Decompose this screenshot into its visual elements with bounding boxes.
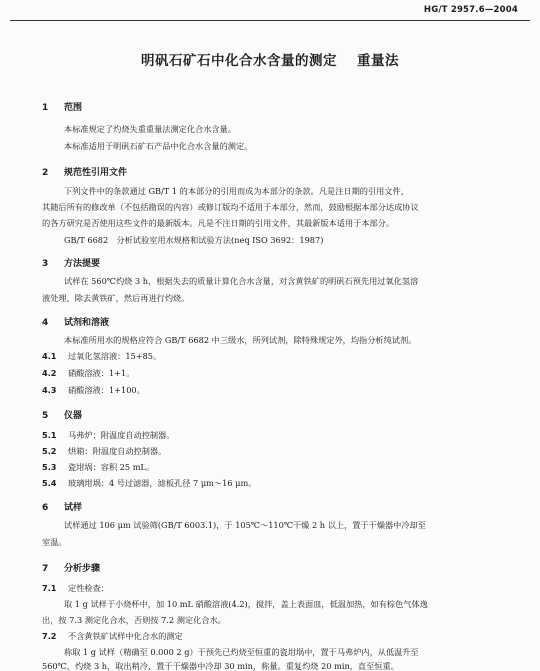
section-title: 试剂和溶液 [64, 318, 110, 328]
item-number: 5.4 [42, 478, 57, 488]
section-1-heading [42, 100, 82, 113]
section-number: 4 [42, 318, 49, 328]
section-6-heading [42, 500, 82, 513]
item-number: 5.1 [42, 430, 57, 440]
section-title: 仪器 [64, 411, 83, 421]
paragraph-line: 本标准所用水的规格应符合 GB/T 6682 中三级水，所列试剂，除特殊规定外，均指分析纯试剂。 [64, 335, 417, 345]
paragraph-line: 下列文件中的条款通过 GB/T 1 的本部分的引用而成为本部分的条款。凡是注日期的引用文件， [64, 186, 409, 196]
item-number: 5.3 [42, 462, 57, 472]
item-text: 玻璃坩埚：4 号过滤器，滤板孔径 7 μm～16 μm。 [68, 478, 257, 488]
list-item [42, 431, 174, 439]
section-number: 6 [42, 503, 49, 513]
paragraph-line: 的各方研究是否使用这些文件的最新版本。凡是不注日期的引用文件，其最新版本适用于本部分。 [42, 218, 395, 228]
paragraph-line: 试样在 560℃灼烧 3 h，根据失去的质量计算化合水含量，对含黄铁矿的明矾石预先用过氧化氢溶 [64, 276, 419, 286]
paragraph: 本标准适用于明矾石矿石产品中化合水含量的测定。 [64, 141, 253, 151]
section-number: 7 [42, 564, 49, 574]
section-5-heading [42, 408, 82, 421]
item-text: 硝酸溶液：1+100。 [68, 385, 145, 395]
item-text: 不含黄铁矿试样中化合水的测定 [68, 631, 183, 641]
item-number: 7.2 [42, 631, 57, 641]
list-item [42, 447, 166, 455]
section-number: 3 [42, 259, 49, 269]
list-item [42, 386, 145, 394]
section-title: 规范性引用文件 [64, 168, 128, 178]
section-3-heading [42, 256, 100, 269]
paragraph-line: 室温。 [42, 537, 67, 547]
title-method: 重量法 [357, 53, 399, 69]
paragraph-line: 液处理，除去黄铁矿，然后再进行灼烧。 [42, 293, 190, 303]
list-item [42, 479, 256, 487]
item-text: 烘箱：附温度自动控制器。 [68, 446, 167, 456]
section-number: 2 [42, 168, 49, 178]
section-title: 范围 [64, 103, 83, 113]
section-7-heading [42, 561, 100, 574]
item-text: 马弗炉：附温度自动控制器。 [68, 430, 175, 440]
item-number: 4.1 [42, 351, 57, 361]
paragraph-line: 出，按 7.3 测定化合水，否则按 7.2 测定化合水。 [42, 615, 226, 625]
item-text: 瓷坩埚：容积 25 mL。 [68, 462, 155, 472]
paragraph-line: 560℃，灼烧 3 h，取出稍冷，置于干燥器中冷却 30 min，称量。重复灼烧 20 min，直至恒重。 [42, 661, 399, 671]
item-number: 4.3 [42, 385, 57, 395]
section-title: 分析步骤 [64, 564, 101, 574]
paragraph: 本标准规定了灼烧失重重量法测定化合水含量。 [64, 124, 236, 134]
section-number: 1 [42, 103, 49, 113]
standard-code: HG/T 2957.6—2004 [423, 5, 518, 15]
section-number: 5 [42, 411, 49, 421]
item-number: 5.2 [42, 446, 57, 456]
list-item [42, 352, 161, 360]
list-item [42, 632, 183, 640]
section-2-heading [42, 165, 127, 178]
item-text: 硝酸溶液：1+1。 [68, 368, 135, 378]
paragraph-line: 取 1 g 试样于小烧杯中，加 10 mL 硝酸溶液(4.2)，搅拌，盖上表面皿，低温加热，如有棕色气体逸 [64, 599, 428, 609]
reference-entry: GB/T 6682 分析试验室用水规格和试验方法(neq ISO 3692：1987) [64, 235, 324, 245]
item-number: 7.1 [42, 583, 57, 593]
item-text: 定性检查： [68, 583, 109, 593]
section-title: 试样 [64, 503, 83, 513]
list-item [42, 584, 109, 592]
document-title [0, 49, 540, 69]
section-title: 方法提要 [64, 259, 101, 269]
item-number: 4.2 [42, 368, 57, 378]
paragraph-line: 称取 1 g 试样（精确至 0.000 2 g）于预先已灼烧至恒重的瓷坩埚中，置于马弗炉内，从低温升至 [64, 647, 419, 657]
list-item [42, 463, 154, 471]
section-4-heading [42, 315, 109, 328]
paragraph-line: 试样通过 106 μm 试验筛(GB/T 6003.1)，于 105℃～110℃干燥 2 h 以上，置于干燥器中冷却至 [64, 520, 426, 530]
paragraph-line: 其随后所有的修改单（不包括勘误的内容）或修订版均不适用于本部分，然而，鼓励根据本部分达成协议 [42, 202, 419, 212]
list-item [42, 369, 134, 377]
header-rule [10, 20, 530, 21]
title-main: 明矾石矿石中化合水含量的测定 [141, 53, 337, 69]
item-text: 过氧化氢溶液：15+85。 [68, 351, 162, 361]
